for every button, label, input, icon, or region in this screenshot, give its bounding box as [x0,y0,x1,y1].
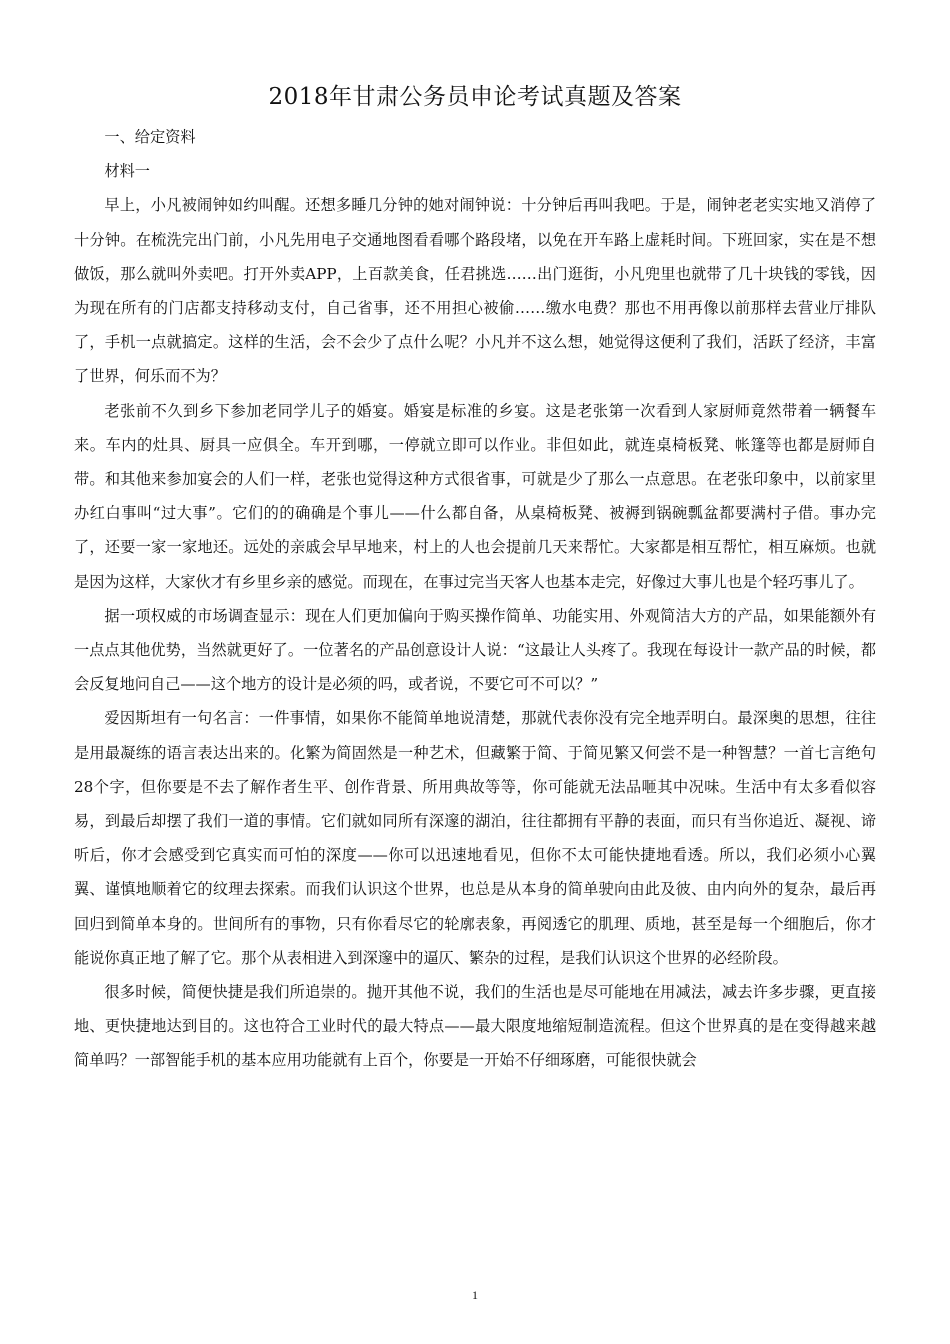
section-heading: 一、给定资料 [104,128,196,146]
paragraph-5: 很多时候，简便快捷是我们所追崇的。抛开其他不说，我们的生活也是尽可能地在用减法，减去许多步骤，更直接地、更快捷地达到目的。这也符合工业时代的最大特点——最大限度地缩短制造流程。但这个世界真的是在变得越来越简单吗？一部智能手机的基本应用功能就有上百个，你要是一开始不仔细琢磨，可能很快就会 [74,983,876,1070]
document-body [74,120,876,1078]
paragraph-3: 据一项权威的市场调查显示：现在人们更加偏向于购买操作简单、功能实用、外观简洁大方的产品，如果能额外有一点点其他优势，当然就更好了。一位著名的产品创意设计人说：“这最让人头疼了。我现在每设计一款产品的时候，都会反复地问自己——这个地方的设计是必须的吗，或者说，不要它可不可以？” [74,606,876,694]
paragraph-2: 老张前不久到乡下参加老同学儿子的婚宴。婚宴是标准的乡宴。这是老张第一次看到人家厨师竟然带着一辆餐车来。车内的灶具、厨具一应俱全。车开到哪，一停就立即可以作业。非但如此，就连桌椅板凳、帐篷等也都是厨师自带。和其他来参加宴会的人们一样，老张也觉得这种方式很省事，可就是少了那么一点意思。在老张印象中，以前家里办红白事叫“过大事”。它们的的确确是个事儿——什么都自备，从桌椅板凳、被褥到锅碗瓢盆都要满村子借。事办完了，还要一家一家地还。远处的亲戚会早早地来，村上的人也会提前几天来帮忙。大家都是相互帮忙，相互麻烦。也就是因为这样，大家伙才有乡里乡亲的感觉。而现在，在事过完当天客人也基本走完，好像过大事儿也是个轻巧事儿了。 [74,401,876,591]
paragraph-4: 爱因斯坦有一句名言：一件事情，如果你不能简单地说清楚，那就代表你没有完全地弄明白。最深奥的思想，往往是用最凝练的语言表达出来的。化繁为简固然是一种艺术，但藏繁于简、于简见繁又何尝不是一种智慧？一首七言绝句28个字，但你要是不去了解作者生平、创作背景、所用典故等等，你可能就无法品咂其中况味。生活中有太多看似容易，到最后却摆了我们一道的事情。它们就如同所有深邃的湖泊，往往都拥有平静的表面，而只有当你追近、凝视、谛听后，你才会感受到它真实而可怕的深度——你可以迅速地看见，但你不太可能快捷地看透。所以，我们必须小心翼翼、谨慎地顺着它的纹理去探索。而我们认识这个世界，也总是从本身的简单驶向由此及彼、由内向外的复杂，最后再回归到简单本身的。世间所有的事物，只有你看尽它的轮廓表象，再阅透它的肌理、质地，甚至是每一个细胞后，你才能说你真正地了解了它。那个从表相进入到深邃中的逼仄、繁杂的过程，是我们认识这个世界的必经阶段。 [74,709,876,967]
paragraph-1: 早上，小凡被闹钟如约叫醒。还想多睡几分钟的她对闹钟说：十分钟后再叫我吧。于是，闹钟老老实实地又消停了十分钟。在梳洗完出门前，小凡先用电子交通地图看看哪个路段堵，以免在开车路上虚耗时间。下班回家，实在是不想做饭，那么就叫外卖吧。打开外卖APP，上百款美食，任君挑选……出门逛街，小凡兜里也就带了几十块钱的零钱，因为现在所有的门店都支持移动支付，自己省事，还不用担心被偷……缴水电费？那也不用再像以前那样去营业厅排队了，手机一点就搞定。这样的生活，会不会少了点什么呢？小凡并不这么想，她觉得这便利了我们，活跃了经济，丰富了世界，何乐而不为？ [74,196,876,386]
page-number: 1 [472,1288,478,1302]
material-heading: 材料一 [104,162,150,181]
document-title: 2018年甘肃公务员申论考试真题及答案 [268,84,682,110]
